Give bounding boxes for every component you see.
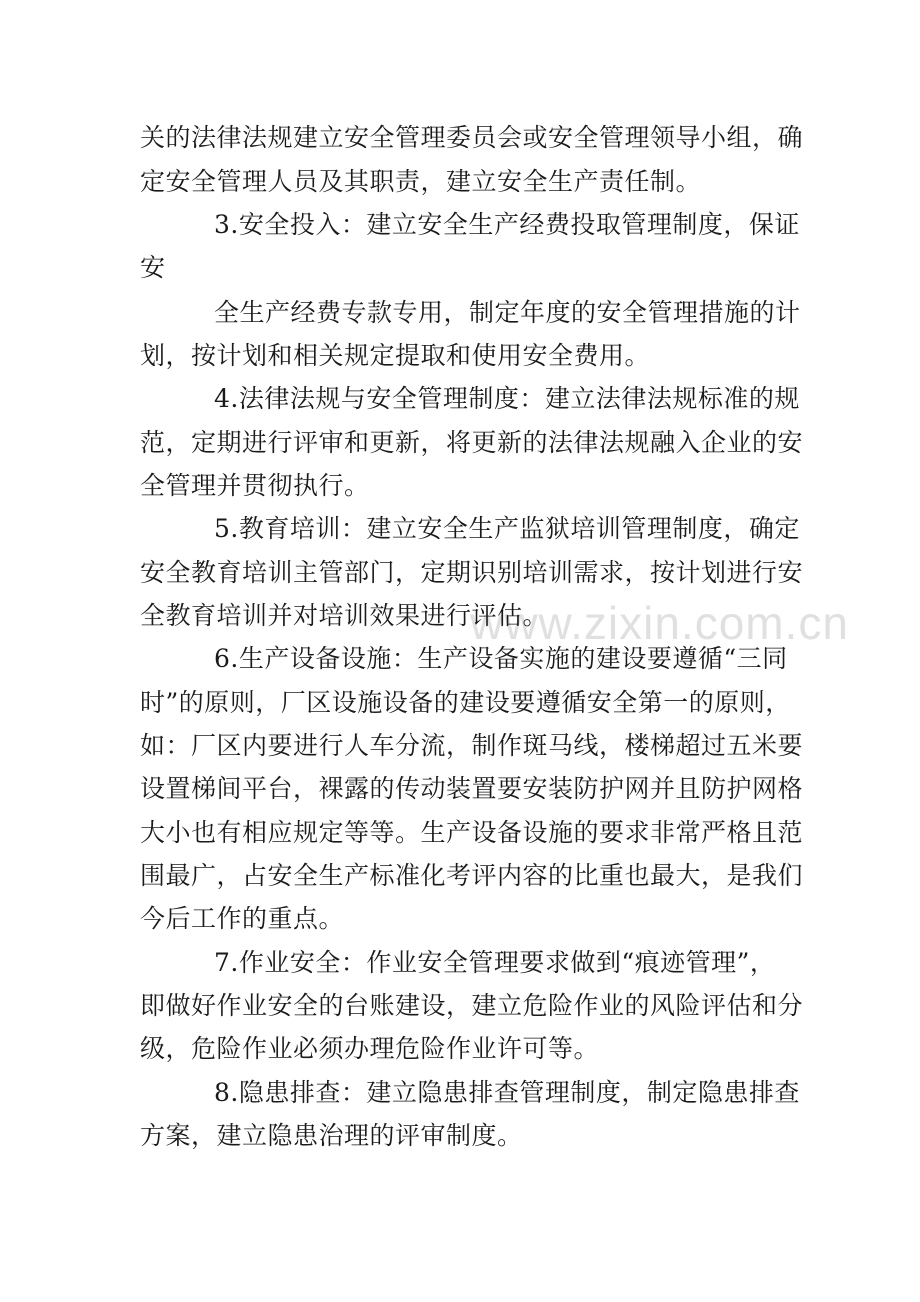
watermark: www.zixin.com.cn (470, 597, 849, 649)
text-line: 方案，建立隐患治理的评审制度。 (140, 1121, 523, 1150)
text-line: 大小也有相应规定等等。生产设备设施的要求非常严格且范 (140, 818, 804, 847)
text-line: 设置梯间平台，裸露的传动装置要安装防护网并且防护网格 (140, 774, 804, 803)
text-line: 6.生产设备设施：生产设备实施的建设要遵循“三同 (214, 644, 788, 673)
text-line: 全教育培训并对培训效果进行评估。 (140, 601, 549, 630)
text-line: 5.教育培训：建立安全生产监狱培训管理制度，确定 (214, 514, 800, 543)
text-line: 级，危险作业必须办理危险作业许可等。 (140, 1034, 600, 1063)
text-line: 即做好作业安全的台账建设，建立危险作业的风险评估和分 (140, 991, 804, 1020)
text-line: 关的法律法规建立安全管理委员会或安全管理领导小组，确 (140, 123, 804, 152)
text-line: 3.安全投入：建立安全生产经费投取管理制度，保证 (214, 210, 800, 239)
text-line: 划，按计划和相关规定提取和使用安全费用。 (140, 341, 651, 370)
text-line: 4.法律法规与安全管理制度：建立法律法规标准的规 (214, 384, 800, 413)
text-line: 定安全管理人员及其职责，建立安全生产责任制。 (140, 167, 702, 196)
text-line: 如：厂区内要进行人车分流，制作斑马线，楼梯超过五米要 (140, 731, 804, 760)
text-line: 今后工作的重点。 (140, 904, 345, 933)
text-line: 范，定期进行评审和更新，将更新的法律法规融入企业的安 (140, 428, 804, 457)
text-line: 安全教育培训主管部门，定期识别培训需求，按计划进行安 (140, 558, 804, 587)
text-line: 全生产经费专款专用，制定年度的安全管理措施的计 (214, 298, 801, 327)
text-line: 全管理并贯彻执行。 (140, 471, 370, 500)
text-line: 7.作业安全：作业安全管理要求做到“痕迹管理”， (214, 948, 776, 977)
text-line: 安 (140, 253, 166, 282)
text-line: 8.隐患排查：建立隐患排查管理制度，制定隐患排查 (214, 1078, 800, 1107)
text-line: 时”的原则，厂区设施设备的建设要遵循安全第一的原则， (140, 688, 791, 717)
text-line: 围最广，占安全生产标准化考评内容的比重也最大，是我们 (140, 861, 804, 890)
